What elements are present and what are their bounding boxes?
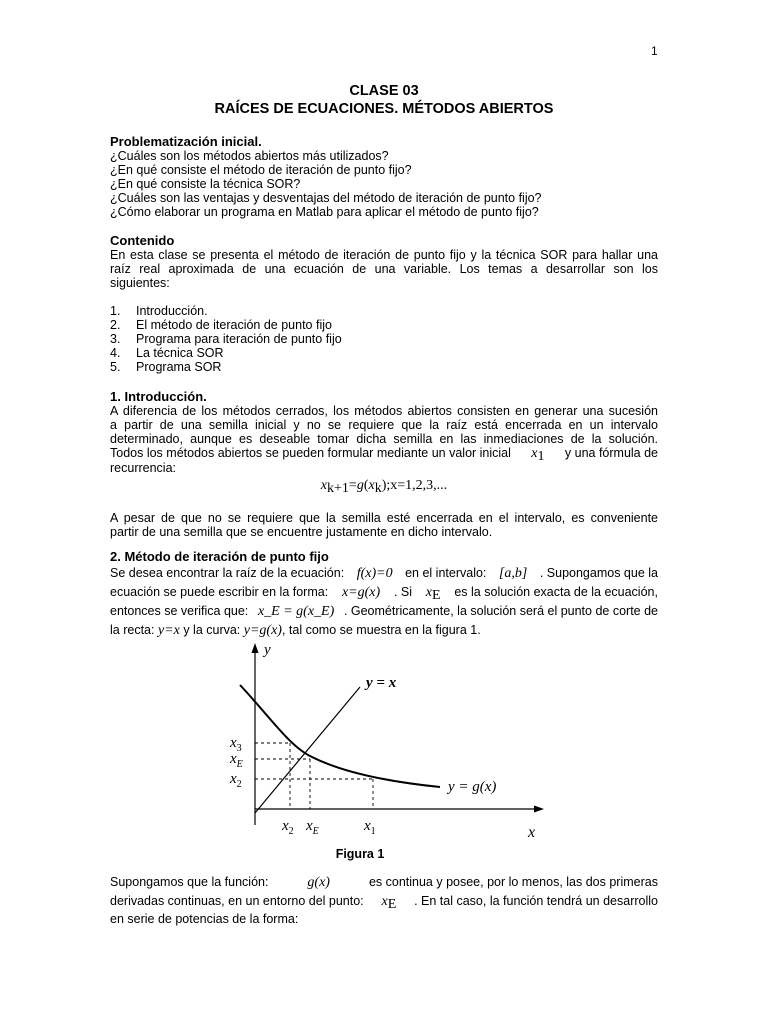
intro-line-4-b: y una fórmula de	[564, 446, 658, 460]
list-item-number: 2.	[110, 318, 121, 332]
guide-lines	[255, 743, 373, 809]
x-axis-label: x	[528, 824, 536, 841]
list-item-text: Programa SOR	[136, 360, 222, 374]
question-4: ¿Cuáles son las ventajas y desventajas del método de iteración de punto fijo?	[110, 191, 542, 205]
fixed-point-line-3: entonces se verifica que: x_E = g(x_E) . Geométricamente, la solución será el punto de corte de	[110, 604, 658, 619]
g-curve	[240, 685, 440, 787]
list-item-text: El método de iteración de punto fijo	[136, 318, 332, 332]
contenido-section	[110, 233, 658, 290]
question-3: ¿En qué consiste la técnica SOR?	[110, 177, 301, 191]
initial-value-symbol: $x_1$	[531, 446, 545, 464]
intro-line-3: determinado, aunque es deseable tomar dicha semilla en las inmediaciones de la solución.	[110, 432, 658, 446]
list-item-number: 1.	[110, 304, 121, 318]
list-item	[110, 304, 658, 318]
fixed-point-line-4: la recta: y=x y la curva: y=g(x), tal como se muestra en la figura 1.	[110, 623, 481, 638]
closing-section	[110, 873, 658, 928]
page-title: RAÍCES DE ECUACIONES. MÉTODOS ABIERTOS	[214, 101, 554, 117]
fixed-point-heading: 2. Método de iteración de punto fijo	[110, 549, 329, 564]
y-axis-label: y	[264, 642, 271, 658]
intro-line-1: A diferencia de los métodos cerrados, los métodos abiertos consisten en generar una sucesión	[110, 404, 658, 418]
list-item	[110, 346, 658, 360]
intro-line-4	[110, 446, 658, 464]
y-tick-x3: $x_3$	[230, 735, 242, 754]
question-1: ¿Cuáles son los métodos abiertos más utilizados?	[110, 149, 389, 163]
figure-1	[220, 637, 550, 845]
introduction-section	[110, 389, 658, 475]
intro-line-2: a partir de una semilla inicial y no se requiere que la raíz está encerrada en un intervalo	[110, 418, 658, 432]
x-tick-xe: $x_E$	[306, 818, 319, 837]
intro-line-5: recurrencia:	[110, 461, 176, 475]
contenido-line-2: raíz real aproximada de una ecuación de una variable. Los temas a desarrollar son los	[110, 262, 658, 276]
list-item-text: Programa para iteración de punto fijo	[136, 332, 342, 346]
identity-line-label: y = x	[366, 675, 397, 691]
problem-section	[110, 134, 658, 219]
intro-line-4-a: Todos los métodos abiertos se pueden formular mediante un valor inicial	[110, 446, 511, 460]
question-5: ¿Cómo elaborar un programa en Matlab para aplicar el método de punto fijo?	[110, 205, 539, 219]
list-item	[110, 360, 658, 374]
problem-heading: Problematización inicial.	[110, 134, 262, 149]
list-item-text: La técnica SOR	[136, 346, 224, 360]
x-axis-arrow	[534, 806, 544, 813]
identity-line	[255, 687, 360, 813]
closing-line-1: Supongamos que la función: g(x) es continua y posee, por lo menos, las dos primeras	[110, 875, 658, 890]
curve-label: y = g(x)	[448, 779, 497, 795]
page-number: 1	[651, 44, 658, 58]
closing-line-2: derivadas continuas, en un entorno del punto: $x_E$ . En tal caso, la función tendrá un desarrollo	[110, 894, 658, 912]
y-tick-x2: $x_2$	[230, 771, 242, 790]
contenido-line-1: En esta clase se presenta el método de iteración de punto fijo y la técnica SOR para hallar una	[110, 248, 658, 262]
y-tick-xe: $x_E$	[230, 751, 243, 770]
class-title: CLASE 03	[349, 83, 419, 99]
list-item-number: 4.	[110, 346, 121, 360]
topic-list	[110, 304, 658, 374]
fixed-point-section	[110, 549, 658, 640]
fixed-point-line-2: ecuación se puede escribir en la forma: x=g(x) . Si $x_E$ es la solución exacta de la ecuación,	[110, 585, 658, 603]
introduction-heading: 1. Introducción.	[110, 389, 207, 404]
list-item	[110, 332, 658, 346]
list-item-number: 3.	[110, 332, 121, 346]
intro-after-line-1: A pesar de que no se requiere que la semilla esté encerrada en el intervalo, es conveniente	[110, 511, 658, 525]
figure-caption: Figura 1	[335, 847, 385, 861]
list-item-number: 5.	[110, 360, 121, 374]
list-item	[110, 318, 658, 332]
x-tick-x2: $x_2$	[282, 818, 294, 837]
list-item-text: Introducción.	[136, 304, 208, 318]
y-axis-arrow	[252, 643, 259, 653]
intro-after-line-2: partir de una semilla que se encuentre justamente en dicho intervalo.	[110, 525, 493, 539]
closing-line-3: en serie de potencias de la forma:	[110, 912, 299, 926]
contenido-heading: Contenido	[110, 233, 175, 248]
x-tick-x1: $x_1$	[364, 818, 376, 837]
contenido-line-3: siguientes:	[110, 276, 170, 290]
intro-after	[110, 511, 658, 539]
fixed-point-line-1: Se desea encontrar la raíz de la ecuación: f(x)=0 en el intervalo: [a,b] . Supongamos que la	[110, 566, 658, 581]
recurrence-formula: $x_{k+1}=g(x_k);x=1,2,3$,...	[320, 478, 448, 496]
question-2: ¿En qué consiste el método de iteración de punto fijo?	[110, 163, 412, 177]
